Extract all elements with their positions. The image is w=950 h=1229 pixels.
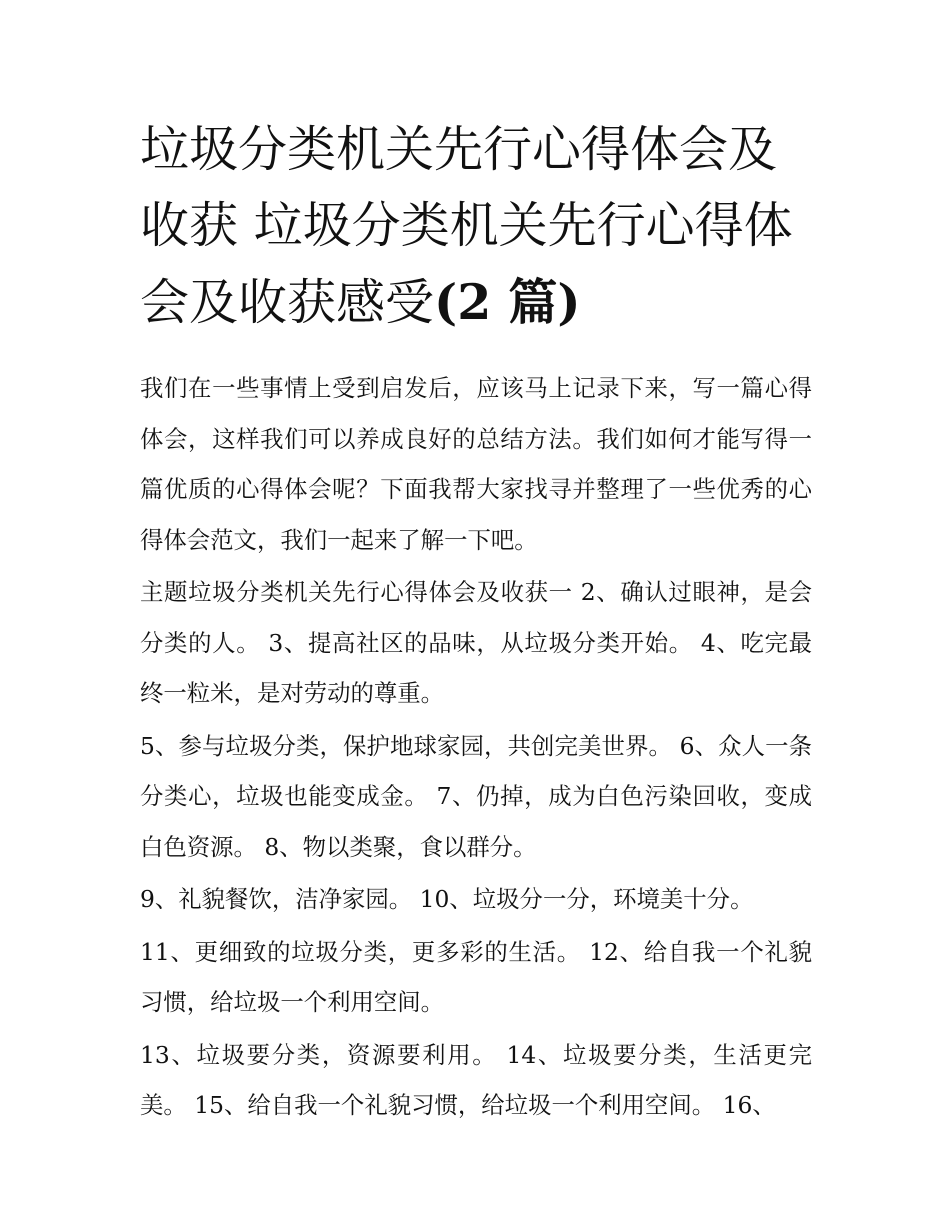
title-count-text: (2 篇) <box>434 273 581 331</box>
title-main-text: 垃圾分类机关先行心得体会及收获 垃圾分类机关先行心得体会及收获感受 <box>140 121 793 331</box>
body-paragraph: 13、垃圾要分类，资源要利用。 14、垃圾要分类，生活更完美。 15、给自我一个礼貌习惯，给垃圾一个利用空间。 16、 <box>140 1040 812 1119</box>
body-paragraph: 主题垃圾分类机关先行心得体会及收获一 2、确认过眼神，是会分类的人。 3、提高社区的品味，从垃圾分类开始。 4、吃完最终一粒米，是对劳动的尊重。 <box>140 578 812 707</box>
body-paragraph: 9、礼貌餐饮，洁净家园。 10、垃圾分一分，环境美十分。 <box>140 885 754 913</box>
document-body <box>140 363 812 1131</box>
body-paragraph: 11、更细致的垃圾分类，更多彩的生活。 12、给自我一个礼貌习惯，给垃圾一个利用空间。 <box>140 937 812 1016</box>
intro-paragraph: 我们在一些事情上受到启发后，应该马上记录下来，写一篇心得体会，这样我们可以养成良好的总结方法。我们如何才能写得一篇优质的心得体会呢？下面我帮大家找寻并整理了一些优秀的心得体会范文，我们一起来了解一下吧。 <box>140 374 812 554</box>
document-title <box>140 112 812 341</box>
body-paragraph: 5、参与垃圾分类，保护地球家园，共创完美世界。 6、众人一条分类心，垃圾也能变成金。 7、仍掉，成为白色污染回收，变成白色资源。 8、物以类聚，食以群分。 <box>140 731 812 861</box>
document-page <box>140 112 812 1133</box>
